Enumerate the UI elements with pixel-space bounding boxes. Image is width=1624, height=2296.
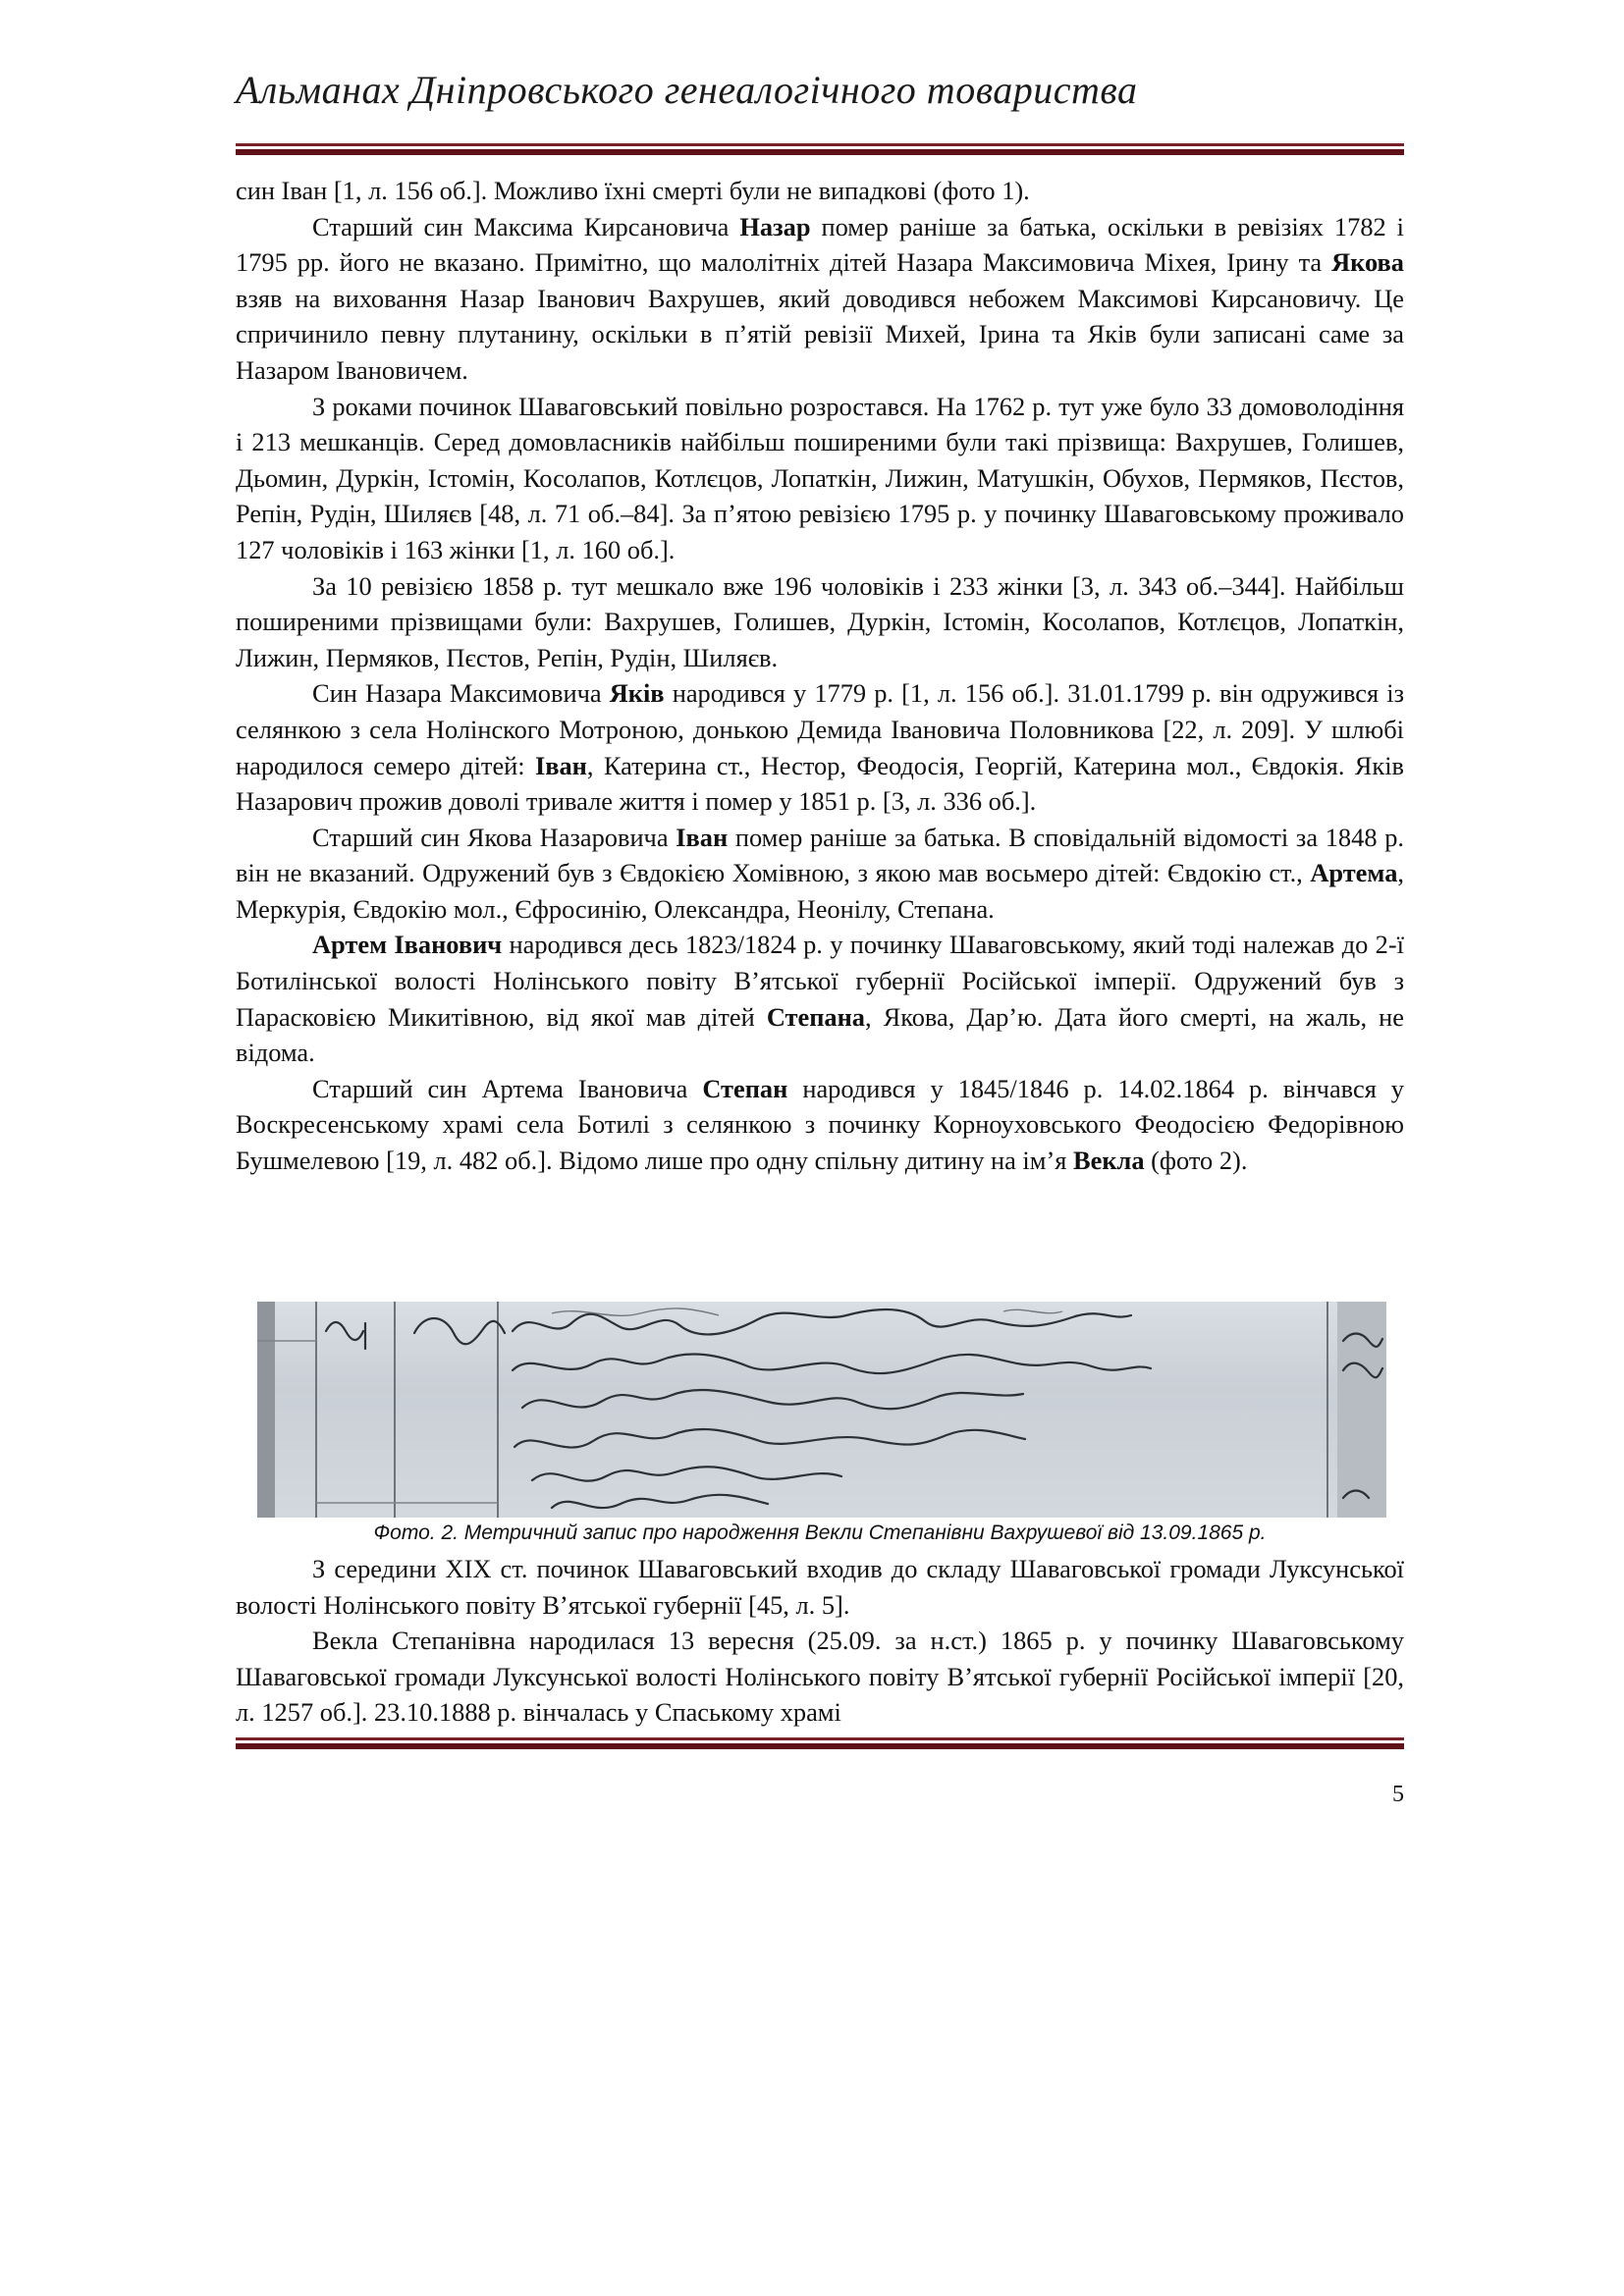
body-paragraph [236,568,1404,676]
running-head-title: Альманах Дніпровського генеалогічного товариства [236,68,1138,112]
body-paragraph [236,1623,1404,1731]
text-run: помер раніше за батька. В сповідальній відомості за 1848 р. він не вказаний. Одружений був з Євдокією Хомівною, з якою мав восьмеро дітей: Євдокію ст., [236,822,1404,888]
bold-name: Іван [534,750,587,780]
text-run: Старший син Артема Івановича [312,1073,703,1103]
bold-name: Іван [676,822,729,852]
text-run: За 10 ревізією 1858 р. тут мешкало вже 196 чоловіків і 233 жінки [3, л. 343 об.–344]. Найбільш поширеними прізвищами були: Вахрушев, Голишев, Дуркін, Істомін, Косолапов, Котлєцов, Лопаткін, Лижин, Пермяков, Пєстов, Репін, Рудін, Шиляєв. [236,570,1404,672]
bold-name: Яків [609,678,665,709]
body-paragraph [236,209,1404,389]
text-run: , Катерина ст., Нестор, Феодосія, Георгій, Катерина мол., Євдокія. Яків Назарович прожив доволі тривале життя і помер у 1851 р. [3, л. 336 об.]. [236,750,1404,817]
body-paragraph [236,927,1404,1070]
text-run: помер раніше за батька, оскільки в ревізіях 1782 і 1795 рр. його не вказано. Примітно, що малолітніх дітей Назара Максимовича Міхея, Ірину та [236,211,1404,278]
body-paragraph [236,1071,1404,1179]
article-body-continued [236,1551,1404,1731]
header-rule [236,143,1404,155]
text-run: , Меркурія, Євдокію мол., Єфросинію, Олександра, Неонілу, Степана. [236,858,1404,924]
text-run: Старший син Якова Назаровича [312,822,677,852]
body-paragraph [236,675,1404,819]
text-run: народився у 1779 р. [1, л. 156 об.]. 31.01.1799 р. він одружився із селянкою з села Нолінского Мотроною, донькою Демида Івановича Половникова [22, л. 209]. У шлюбі народилося семеро дітей: [236,678,1404,780]
bold-name: Артем Іванович [312,930,503,960]
article-body [236,173,1404,1179]
bold-name: Степана [766,1001,866,1032]
text-run: , Якова, Дар’ю. Дата його смерті, на жаль, не відома. [236,1001,1404,1068]
body-paragraph [236,389,1404,568]
text-run: З роками починок Шаваговський повільно розростався. На 1762 р. тут уже було 33 домоволодіння і 213 мешканців. Серед домовласників найбільш поширеними були такі прізвища: Вахрушев, Голишев, Дьомин, Дуркін, Істомін, Косолапов, Котлєцов, Лопаткін, Лижин, Матушкін, Обухов, Пермяков, Пєстов, Репін, Рудін, Шиляєв [48, л. 71 об.–84]. За п’ятою ревізією 1795 р. у починку Шаваговському проживало 127 чоловіків і 163 жінки [1, л. 160 об.]. [236,391,1404,564]
text-run: З середини XIX ст. починок Шаваговський входив до складу Шаваговської громади Луксунської волості Нолінського повіту В’ятської губернії [45, л. 5]. [236,1554,1404,1620]
handwritten-record-image [257,1302,1386,1518]
photo-caption: Фото. 2. Метричний запис про народження Векли Степанівни Вахрушевої від 13.09.1865 р. [373,1522,1267,1544]
body-paragraph [236,173,1404,209]
text-run: Векла Степанівна народилася 13 вересня (25.09. за н.ст.) 1865 р. у починку Шаваговському Шаваговської громади Луксунської волості Нолінського повіту В’ятської губернії Російської імперії [20, л. 1257 об.]. 23.10.1888 р. вінчалась у Спаському храмі [236,1626,1404,1728]
footer-rule [236,1737,1404,1749]
bold-name: Артема [1310,858,1398,888]
body-paragraph [236,1551,1404,1623]
text-run: Старший син Максима Кирсановича [312,211,740,241]
metric-record-photo [257,1302,1386,1518]
text-run: син Іван [1, л. 156 об.]. Можливо їхні смерті були не випадкові (фото 1). [236,176,1030,205]
text-run: (фото 2). [1144,1146,1248,1176]
text-run: народився у 1845/1846 р. 14.02.1864 р. вінчався у Воскресенському храмі села Ботилі з селянкою з починку Корноуховського Феодосією Федорівною Бушмелевою [19, л. 482 об.]. Відомо лише про одну спільну дитину на ім’я [236,1073,1404,1176]
text-run: народився десь 1823/1824 р. у починку Шаваговському, який тоді належав до 2-ї Ботилінської волості Нолінського повіту В’ятської губернії Російської імперії. Одружений був з Парасковією Микитівною, від якої мав дітей [236,930,1404,1032]
bold-name: Степан [702,1073,788,1103]
bold-name: Якова [1331,247,1404,278]
page-number: 5 [1392,1782,1404,1807]
bold-name: Векла [1073,1146,1145,1176]
bold-name: Назар [739,211,811,241]
text-run: взяв на виховання Назар Іванович Вахрушев, який доводився небожем Максимові Кирсановичу. Це спричинило певну плутанину, оскільки в п’ятій ревізії Михей, Ірина та Яків були записані саме за Назаром Івановичем. [236,283,1404,385]
body-paragraph [236,820,1404,928]
text-run: Син Назара Максимовича [312,678,610,709]
